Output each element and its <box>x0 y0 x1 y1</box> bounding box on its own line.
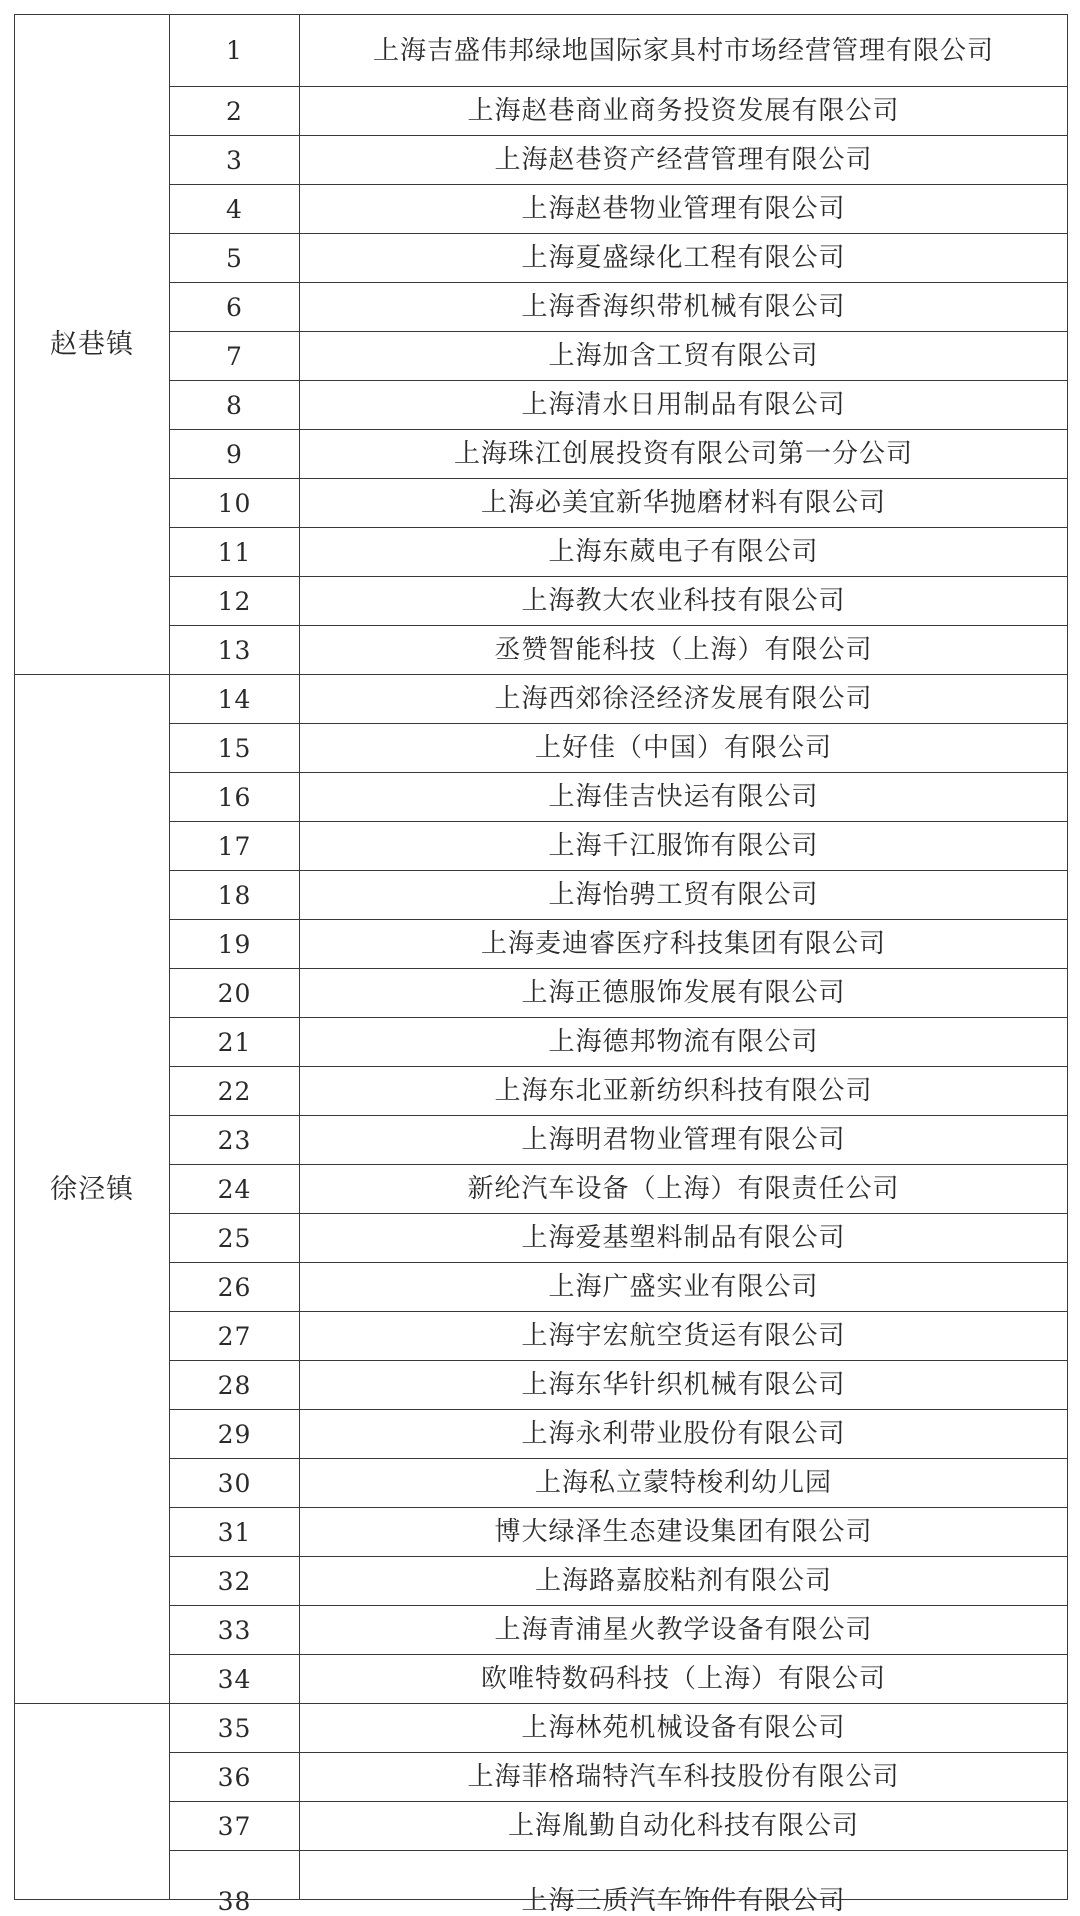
company-name-cell <box>300 283 1068 332</box>
row-number: 19 <box>217 929 252 959</box>
company-name: 上海广盛实业有限公司 <box>548 1272 819 1302</box>
company-name: 上海东北亚新纺织科技有限公司 <box>494 1076 873 1106</box>
company-name: 丞赞智能科技（上海）有限公司 <box>494 635 873 665</box>
company-name: 上海永利带业股份有限公司 <box>521 1419 846 1449</box>
row-number-cell <box>170 969 300 1018</box>
row-number-cell <box>170 528 300 577</box>
town-cell <box>15 15 170 675</box>
table-row <box>15 1116 1068 1165</box>
table-row <box>15 479 1068 528</box>
company-name: 新纶汽车设备（上海）有限责任公司 <box>467 1174 900 1204</box>
company-name-cell <box>300 332 1068 381</box>
row-number-cell <box>170 1802 300 1851</box>
company-name-cell <box>300 1557 1068 1606</box>
company-name-cell <box>300 920 1068 969</box>
row-number-cell <box>170 675 300 724</box>
company-name-cell <box>300 1361 1068 1410</box>
row-number-cell <box>170 1116 300 1165</box>
company-name-cell <box>300 871 1068 920</box>
row-number-cell <box>170 479 300 528</box>
table-row <box>15 1655 1068 1704</box>
company-name-cell <box>300 1263 1068 1312</box>
company-name: 上海德邦物流有限公司 <box>548 1027 819 1057</box>
row-number: 6 <box>226 292 243 322</box>
row-number-cell <box>170 1753 300 1802</box>
row-number: 10 <box>217 488 252 518</box>
company-name-cell <box>300 234 1068 283</box>
row-number-cell <box>170 724 300 773</box>
table-row <box>15 1557 1068 1606</box>
table-row <box>15 136 1068 185</box>
row-number: 8 <box>226 390 243 420</box>
table-row <box>15 920 1068 969</box>
company-name: 上海麦迪睿医疗科技集团有限公司 <box>480 929 886 959</box>
company-name: 上海香海织带机械有限公司 <box>521 292 846 322</box>
row-number-cell <box>170 1018 300 1067</box>
row-number: 38 <box>217 1886 252 1916</box>
row-number-cell <box>170 1704 300 1753</box>
company-name: 上海路嘉胶粘剂有限公司 <box>534 1566 832 1596</box>
row-number: 18 <box>217 880 252 910</box>
row-number-cell <box>170 1067 300 1116</box>
company-name-cell <box>300 1753 1068 1802</box>
table-row <box>15 1753 1068 1802</box>
company-name: 上海赵巷资产经营管理有限公司 <box>494 145 873 175</box>
row-number: 33 <box>217 1615 252 1645</box>
company-name-cell <box>300 1214 1068 1263</box>
row-number-cell <box>170 15 300 87</box>
table-row <box>15 724 1068 773</box>
row-number-cell <box>170 234 300 283</box>
table-row <box>15 87 1068 136</box>
row-number-cell <box>170 1263 300 1312</box>
company-name: 上海明君物业管理有限公司 <box>521 1125 846 1155</box>
company-name: 上海爱基塑料制品有限公司 <box>521 1223 846 1253</box>
row-number: 28 <box>217 1370 252 1400</box>
company-name: 上海必美宜新华抛磨材料有限公司 <box>480 488 886 518</box>
company-name: 上海吉盛伟邦绿地国际家具村市场经营管理有限公司 <box>372 35 994 66</box>
town-cell <box>15 1704 170 1900</box>
row-number: 36 <box>217 1762 252 1792</box>
row-number: 37 <box>217 1811 252 1841</box>
row-number: 11 <box>217 537 252 567</box>
table-row <box>15 1312 1068 1361</box>
row-number: 1 <box>226 36 243 65</box>
company-name: 上海三质汽车饰件有限公司 <box>521 1886 846 1916</box>
table-row <box>15 332 1068 381</box>
company-name-cell <box>300 822 1068 871</box>
table-row <box>15 577 1068 626</box>
row-number: 30 <box>217 1468 252 1498</box>
row-number-cell <box>170 1214 300 1263</box>
company-name-cell <box>300 1410 1068 1459</box>
row-number: 25 <box>217 1223 252 1253</box>
table-row <box>15 1802 1068 1851</box>
company-name-cell <box>300 1312 1068 1361</box>
table-row <box>15 185 1068 234</box>
row-number: 12 <box>217 586 252 616</box>
row-number-cell <box>170 136 300 185</box>
company-name-cell <box>300 969 1068 1018</box>
row-number: 24 <box>217 1174 252 1204</box>
table-row <box>15 675 1068 724</box>
company-name: 上好佳（中国）有限公司 <box>534 733 832 763</box>
row-number-cell <box>170 626 300 675</box>
table-row <box>15 969 1068 1018</box>
row-number-cell <box>170 822 300 871</box>
row-number: 20 <box>217 978 252 1008</box>
company-name-cell <box>300 15 1068 87</box>
row-number-cell <box>170 1655 300 1704</box>
company-name: 上海怡骋工贸有限公司 <box>548 880 819 910</box>
row-number: 16 <box>217 782 252 812</box>
row-number: 3 <box>226 145 243 175</box>
row-number: 34 <box>217 1664 252 1694</box>
row-number: 32 <box>217 1566 252 1596</box>
row-number: 35 <box>217 1713 252 1743</box>
table-row <box>15 1361 1068 1410</box>
company-name-cell <box>300 430 1068 479</box>
company-name-cell <box>300 773 1068 822</box>
row-number-cell <box>170 1459 300 1508</box>
company-name-cell <box>300 1606 1068 1655</box>
company-name-cell <box>300 626 1068 675</box>
row-number-cell <box>170 1508 300 1557</box>
row-number-cell <box>170 87 300 136</box>
row-number: 17 <box>217 831 252 861</box>
row-number-cell <box>170 920 300 969</box>
company-name: 上海私立蒙特梭利幼儿园 <box>534 1468 832 1498</box>
company-name-cell <box>300 675 1068 724</box>
row-number-cell <box>170 1557 300 1606</box>
row-number: 4 <box>226 194 243 224</box>
table-row <box>15 1851 1068 1900</box>
row-number-cell <box>170 773 300 822</box>
table-row <box>15 1165 1068 1214</box>
company-name-cell <box>300 1165 1068 1214</box>
table-row <box>15 15 1068 87</box>
table-row <box>15 528 1068 577</box>
row-number: 21 <box>217 1027 252 1057</box>
company-name: 上海教大农业科技有限公司 <box>521 586 846 616</box>
table-row <box>15 430 1068 479</box>
company-name-cell <box>300 1655 1068 1704</box>
row-number-cell <box>170 332 300 381</box>
row-number: 2 <box>226 96 243 126</box>
company-name: 上海赵巷商业商务投资发展有限公司 <box>467 96 900 126</box>
row-number: 7 <box>226 341 243 371</box>
town-cell <box>15 675 170 1704</box>
company-name: 上海林苑机械设备有限公司 <box>521 1713 846 1743</box>
company-name: 上海清水日用制品有限公司 <box>521 390 846 420</box>
row-number-cell <box>170 1851 300 1916</box>
row-number-cell <box>170 1165 300 1214</box>
town-label: 赵巷镇 <box>50 329 134 360</box>
table-row <box>15 1606 1068 1655</box>
row-number-cell <box>170 283 300 332</box>
company-name-cell <box>300 1018 1068 1067</box>
row-number: 9 <box>226 439 243 469</box>
table-row <box>15 822 1068 871</box>
company-name: 上海青浦星火教学设备有限公司 <box>494 1615 873 1645</box>
company-name: 上海珠江创展投资有限公司第一分公司 <box>453 439 913 469</box>
company-name-cell <box>300 724 1068 773</box>
company-name-cell <box>300 87 1068 136</box>
company-name-cell <box>300 1508 1068 1557</box>
company-name-cell <box>300 1851 1068 1916</box>
row-number: 5 <box>226 243 243 273</box>
table-row <box>15 1704 1068 1753</box>
row-number-cell <box>170 871 300 920</box>
company-name-cell <box>300 577 1068 626</box>
row-number-cell <box>170 381 300 430</box>
row-number-cell <box>170 577 300 626</box>
table-row <box>15 773 1068 822</box>
table-row <box>15 381 1068 430</box>
row-number-cell <box>170 1410 300 1459</box>
town-label: 徐泾镇 <box>50 1173 134 1205</box>
row-number-cell <box>170 1312 300 1361</box>
company-name-cell <box>300 1704 1068 1753</box>
company-name-cell <box>300 1116 1068 1165</box>
table-row <box>15 1018 1068 1067</box>
company-name: 博大绿泽生态建设集团有限公司 <box>494 1517 873 1547</box>
table-row <box>15 1214 1068 1263</box>
company-name: 上海东葳电子有限公司 <box>548 537 819 567</box>
row-number-cell <box>170 430 300 479</box>
row-number: 26 <box>217 1272 252 1302</box>
company-name-cell <box>300 381 1068 430</box>
row-number: 31 <box>217 1517 252 1547</box>
table-row <box>15 1459 1068 1508</box>
table-row <box>15 1067 1068 1116</box>
row-number-cell <box>170 185 300 234</box>
company-name: 上海宇宏航空货运有限公司 <box>521 1321 846 1351</box>
company-name-cell <box>300 1459 1068 1508</box>
company-name: 上海胤勤自动化科技有限公司 <box>507 1811 859 1841</box>
table-row <box>15 234 1068 283</box>
company-name-cell <box>300 136 1068 185</box>
company-name-cell <box>300 1067 1068 1116</box>
table-row <box>15 1410 1068 1459</box>
company-name: 上海西郊徐泾经济发展有限公司 <box>494 684 873 714</box>
row-number: 23 <box>217 1125 252 1155</box>
company-name: 上海菲格瑞特汽车科技股份有限公司 <box>467 1762 900 1792</box>
company-table <box>14 14 1068 1916</box>
company-name: 上海赵巷物业管理有限公司 <box>521 194 846 224</box>
company-name: 上海千江服饰有限公司 <box>548 831 819 861</box>
row-number-cell <box>170 1606 300 1655</box>
table-row <box>15 626 1068 675</box>
row-number: 14 <box>217 684 252 714</box>
row-number: 13 <box>217 635 252 665</box>
table-row <box>15 1263 1068 1312</box>
company-name: 上海加含工贸有限公司 <box>548 341 819 371</box>
company-name-cell <box>300 1802 1068 1851</box>
table-row <box>15 283 1068 332</box>
row-number-cell <box>170 1361 300 1410</box>
company-name-cell <box>300 185 1068 234</box>
table-row <box>15 871 1068 920</box>
company-name-cell <box>300 528 1068 577</box>
company-name-cell <box>300 479 1068 528</box>
row-number: 29 <box>217 1419 252 1449</box>
row-number: 22 <box>217 1076 252 1106</box>
company-name: 上海佳吉快运有限公司 <box>548 782 819 812</box>
company-name: 上海东华针织机械有限公司 <box>521 1370 846 1400</box>
row-number: 27 <box>217 1321 252 1351</box>
company-name: 上海正德服饰发展有限公司 <box>521 978 846 1008</box>
company-name: 欧唯特数码科技（上海）有限公司 <box>480 1664 886 1694</box>
table-row <box>15 1508 1068 1557</box>
company-name: 上海夏盛绿化工程有限公司 <box>521 243 846 273</box>
table-body <box>15 15 1068 1916</box>
row-number: 15 <box>217 733 252 763</box>
